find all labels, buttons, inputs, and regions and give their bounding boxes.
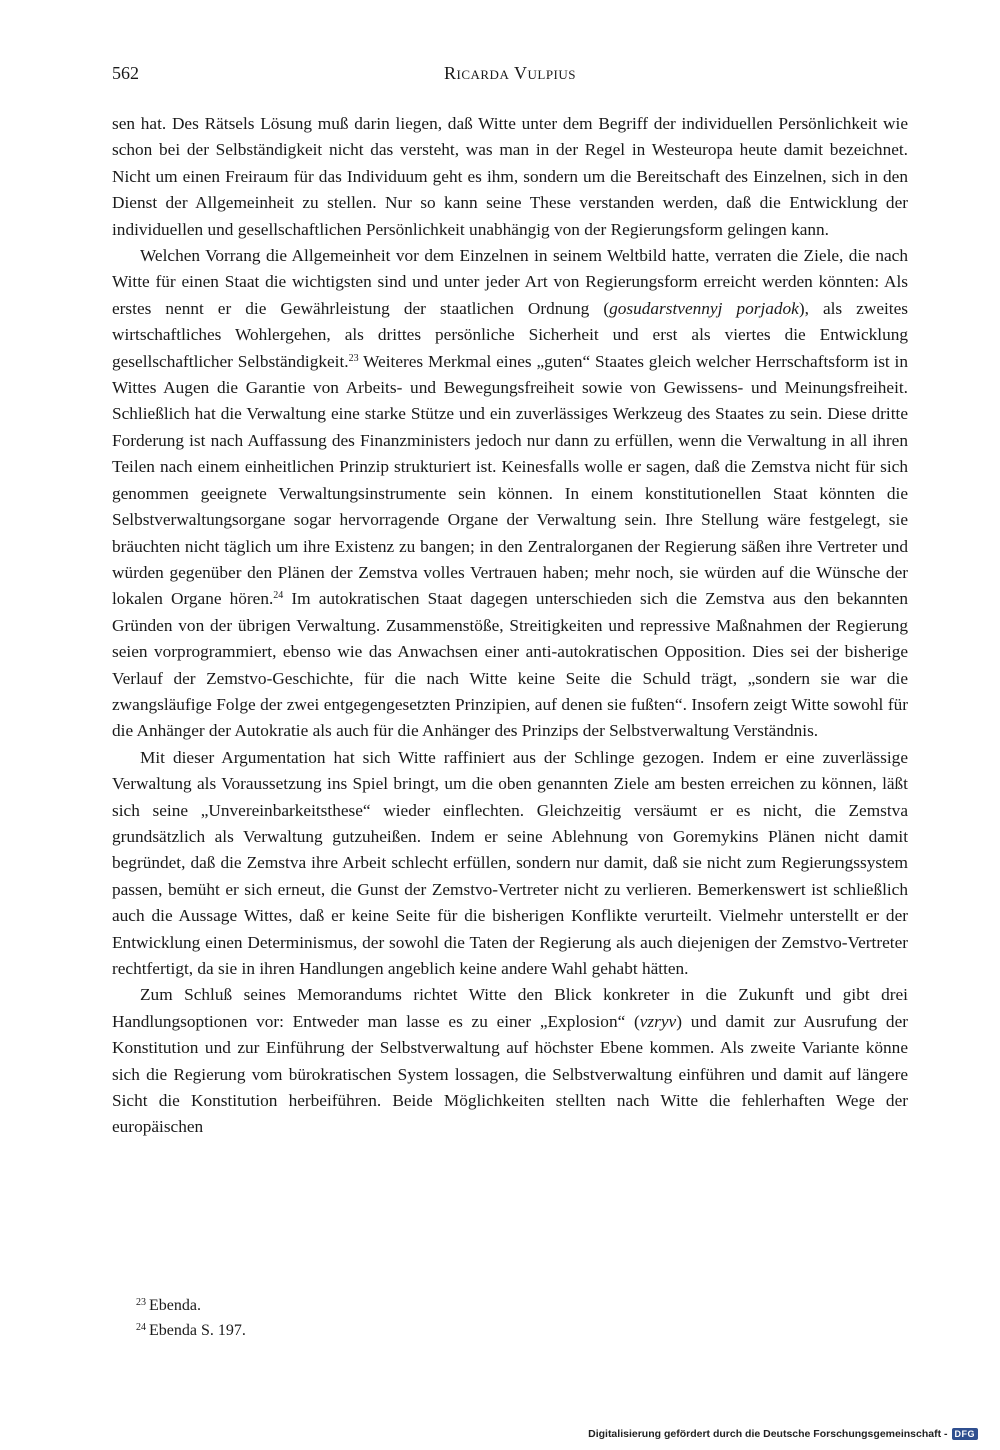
paragraph-2-text-a: Welchen Vorrang die Allgemeinheit vor dem Einzelnen in seinem Weltbild hatte, verraten die Ziele, die nach Witte für einen Staat die wichtigsten sind und unter jeder Art von Regierungsform erreicht werden könnten: Als erstes nennt er die Gewährleistung der staatlichen Ordnung ( <box>112 246 908 318</box>
footnote-24 <box>136 1318 836 1343</box>
paragraph-4 <box>112 982 908 1140</box>
body-text <box>112 111 908 1141</box>
footnote-23 <box>136 1293 836 1318</box>
paragraph-4-text-b: ) und damit zur Ausrufung der Konstitution und zur Einführung der Selbstverwaltung auf höchster Ebene kommen. Als zweite Variante könne sich die Regierung vom bürokratischen System lossagen, die Selbstverwaltung einführen und damit auf längere Sicht die Konstitution herbeiführen. Beide Möglichkeiten stellten nach Witte die fehlerhaften Wege der europäischen <box>112 1011 908 1137</box>
paragraph-3-text: Mit dieser Argumentation hat sich Witte raffiniert aus der Schlinge gezogen. Indem er eine zuverlässige Verwaltung als Voraussetzung ins Spiel bringt, um die oben genannten Ziele am besten erreichen zu können, läßt sich seine „Unvereinbarkeitsthese“ wieder einflechten. Gleichzeitig versäumt er es nicht, die Zemstva grundsätzlich als Verwaltung gutzuheißen. Indem er seine Ablehnung von Goremykins Plänen nicht damit begründet, daß die Zemstva ihre Arbeit schlecht erfüllen, sondern nur damit, daß sie nicht zum Regierungssystem passen, bemüht er sich erneut, die Gunst der Zemstvo-Vertreter nicht zu verlieren. Bemerkenswert ist schließlich auch die Aussage Wittes, daß er keine Seite für die bisherigen Konflikte verurteilt. Vielmehr unterstellt er der Entwicklung einen Determinismus, der sowohl die Taten der Regierung als auch diejenigen der Zemstvo-Vertreter rechtfertigt, da sie in ihren Handlungen angeblich keine andere Wahl gehabt hätten. <box>112 747 908 978</box>
footnote-number: 23 <box>136 1297 146 1308</box>
footnotes <box>136 1293 836 1343</box>
page-number: 562 <box>112 63 139 83</box>
funding-text: Digitalisierung gefördert durch die Deutsche Forschungsgemeinschaft - <box>588 1428 948 1440</box>
paragraph-2 <box>112 243 908 745</box>
paragraph-2-text-c: Weiteres Merkmal eines „guten“ Staates gleich welcher Herrschaftsform ist in Wittes Augen die Garantie von Arbeits- und Bewegungsfreiheit sowie von Gewissens- und Meinungsfreiheit. Schließlich hat die Verwaltung eine starke Stütze und ein zuverlässiges Werkzeug des Staates zu sein. Diese dritte Forderung ist nach Auffassung des Finanzministers jedoch nur dann zu erfüllen, wenn die Verwaltung in all ihren Teilen nach einem einheitlichen Prinzip strukturiert ist. Keinesfalls wolle er sagen, daß die Zemstva nicht für sich genommen geeignete Verwaltungsinstrumente sein können. In einem konstitutionellen Staat könnten die Selbstverwaltungsorgane sogar hervorragende Organe der Verwaltung sein. Ihre Stellung wäre festgelegt, sie bräuchten nicht täglich um ihre Existenz zu bangen; in den Zentralorganen der Regierung säßen ihre Vertreter und würden gegenüber den Plänen der Zemstva volles Vertrauen haben; mehr noch, sie würden auf die Wünsche der lokalen Organe hören. <box>112 351 908 609</box>
page-header <box>112 60 908 86</box>
paragraph-4-text-a: Zum Schluß seines Memorandums richtet Witte den Blick konkreter in die Zukunft und gibt drei Handlungsoptionen vor: Entweder man lasse es zu einer „Explosion“ ( <box>112 985 908 1031</box>
footnote-ref-23[interactable]: 23 <box>348 352 359 364</box>
footnote-ref-24[interactable]: 24 <box>273 590 284 602</box>
footnote-text: Ebenda. <box>149 1297 201 1314</box>
footnote-text: Ebenda S. 197. <box>149 1322 246 1339</box>
paragraph-4-emphasis: vzryv <box>639 1011 677 1031</box>
dfg-logo-icon: DFG <box>952 1428 979 1440</box>
paragraph-3 <box>112 745 908 983</box>
paragraph-2-emphasis: gosudarstvennyj porjadok <box>609 298 799 318</box>
running-head: Ricarda Vulpius <box>443 63 577 83</box>
funding-banner <box>588 1426 978 1442</box>
footnote-number: 24 <box>136 1322 146 1333</box>
paragraph-1-text: sen hat. Des Rätsels Lösung muß darin liegen, daß Witte unter dem Begriff der individuellen Persönlichkeit wie schon bei der Selbständigkeit nicht das versteht, was man in der Regel in Westeuropa heute damit bezeichnet. Nicht um einen Freiraum für das Individuum geht es ihm, sondern um die Bereitschaft des Einzelnen, sich in den Dienst der Allgemeinheit zu stellen. Nur so kann seine These verstanden werden, daß die Entwicklung der individuellen und gesellschaftlichen Persönlichkeit unabhängig von der Regierungsform gelingen kann. <box>112 114 908 239</box>
paragraph-1 <box>112 111 908 243</box>
paragraph-2-text-b: ), als zweites wirtschaftliches Wohlergehen, als drittes persönliche Sicherheit und erst als viertes die Entwicklung gesellschaftlicher Selbständigkeit. <box>112 298 909 371</box>
paragraph-2-text-d: Im autokratischen Staat dagegen unterschieden sich die Zemstva aus den bekannten Gründen von der übrigen Verwaltung. Zusammenstöße, Streitigkeiten und repressive Maßnahmen der Regierung seien vorprogrammiert, ebenso wie das Anwachsen einer anti-autokratischen Opposition. Dies sei der bisherige Verlauf der Zemstvo-Geschichte, für die nach Witte keine Seite die Schuld trägt, „sondern sie war die zwangsläufige Folge der zwei entgegengesetzten Prinzipien, auf denen sie fußten“. Insofern zeigt Witte sowohl für die Anhänger der Autokratie als auch für die Anhänger des Prinzips der Selbstverwaltung Verständnis. <box>112 589 908 741</box>
